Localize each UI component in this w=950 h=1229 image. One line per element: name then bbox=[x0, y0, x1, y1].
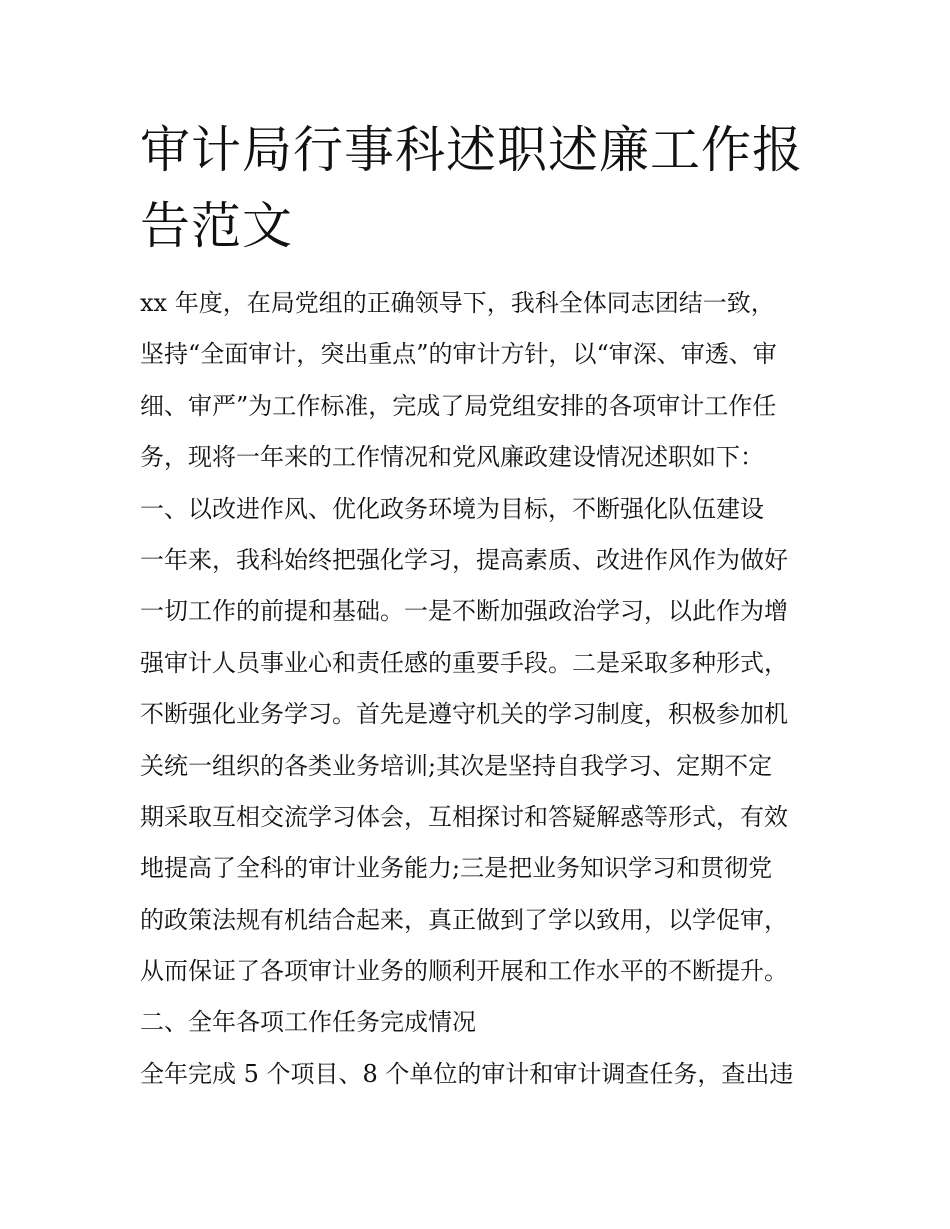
body-line: 期采取互相交流学习体会，互相探讨和答疑解惑等形式，有效 bbox=[140, 802, 788, 831]
body-line: 从而保证了各项审计业务的顺利开展和工作水平的不断提升。 bbox=[140, 957, 788, 986]
body-line: 全年完成 5 个项目、8 个单位的审计和审计调查任务，查出违 bbox=[140, 1059, 794, 1088]
body-line: 务，现将一年来的工作情况和党风廉政建设情况述职如下： bbox=[140, 443, 764, 472]
body-line: 细、审严”为工作标准，完成了局党组安排的各项审计工作任 bbox=[140, 391, 777, 420]
body-line: 一切工作的前提和基础。一是不断加强政治学习，以此作为增 bbox=[140, 597, 788, 626]
body-line: 关统一组织的各类业务培训;其次是坚持自我学习、定期不定 bbox=[140, 751, 773, 780]
title-line: 审计局行事科述职述廉工作报 bbox=[140, 121, 803, 179]
section-heading: 一、以改进作风、优化政务环境为目标，不断强化队伍建设 bbox=[140, 494, 764, 523]
body-line: 不断强化业务学习。首先是遵守机关的学习制度，积极参加机 bbox=[140, 700, 788, 729]
section-heading: 二、全年各项工作任务完成情况 bbox=[140, 1008, 476, 1037]
body-line: 强审计人员事业心和责任感的重要手段。二是采取多种形式， bbox=[140, 648, 788, 677]
body-line: 一年来，我科始终把强化学习，提高素质、改进作风作为做好 bbox=[140, 545, 788, 574]
document-body bbox=[140, 278, 820, 1100]
body-line: 的政策法规有机结合起来，真正做到了学以致用，以学促审， bbox=[140, 905, 788, 934]
body-line: xx 年度，在局党组的正确领导下，我科全体同志团结一致， bbox=[140, 289, 775, 317]
body-line: 地提高了全科的审计业务能力;三是把业务知识学习和贯彻党 bbox=[140, 854, 773, 883]
document-title bbox=[140, 112, 810, 264]
title-line: 告范文 bbox=[140, 197, 293, 255]
body-line: 坚持“全面审计，突出重点”的审计方针，以“审深、审透、审 bbox=[140, 340, 777, 369]
